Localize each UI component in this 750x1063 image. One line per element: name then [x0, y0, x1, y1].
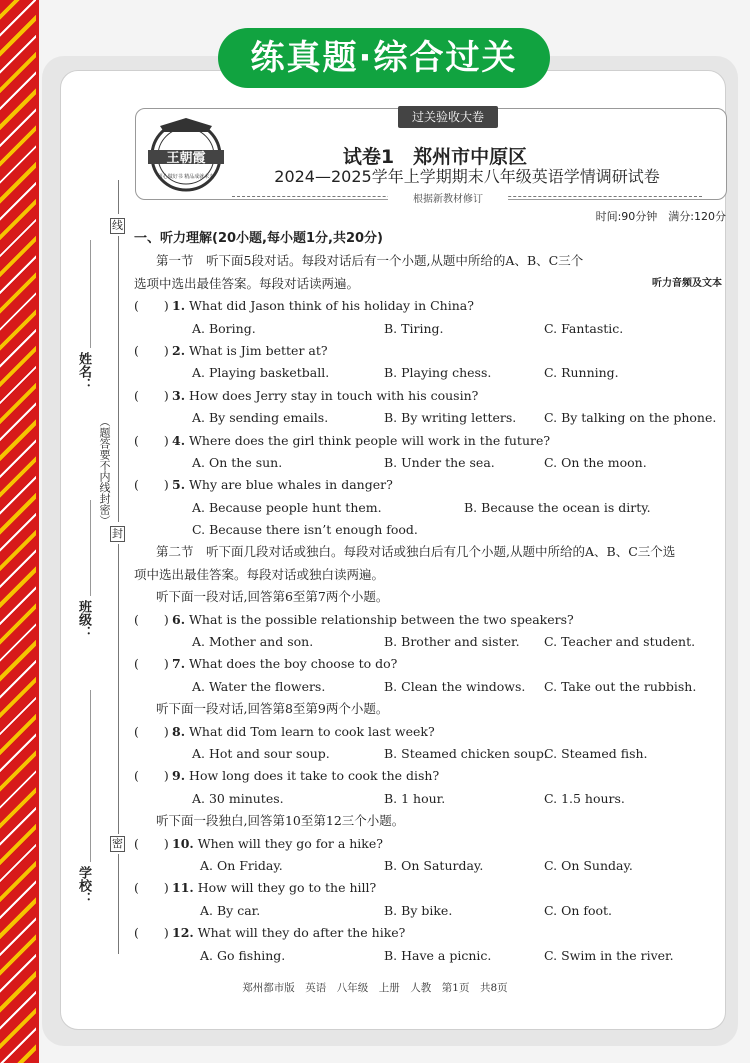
- option-b: B. On Saturday.: [384, 857, 484, 873]
- question-text: What is Jim better at?: [189, 342, 328, 358]
- answer-bracket[interactable]: ( ): [134, 298, 169, 314]
- question-row: [134, 340, 734, 362]
- question-text: What is the possible relationship between the two speakers?: [189, 611, 574, 627]
- question-area: [134, 228, 734, 967]
- question-text: How will they go to the hill?: [197, 880, 377, 896]
- question-row: [134, 765, 734, 787]
- option-c: C. On the moon.: [544, 454, 647, 470]
- exam-title: 试卷1 郑州市中原区: [342, 146, 528, 168]
- margin-line: [118, 544, 119, 834]
- answer-bracket[interactable]: ( ): [134, 880, 169, 896]
- question-number: 8.: [172, 723, 186, 739]
- question-number: 12.: [172, 925, 194, 941]
- answer-bracket[interactable]: ( ): [134, 387, 169, 403]
- question-number: 3.: [172, 387, 186, 403]
- part2-intro: 第二节 听下面几段对话或独白。每段对话或独白后有几个小题,从题中所给的A、B、C三个选: [156, 544, 676, 560]
- school-underline[interactable]: [90, 690, 91, 862]
- answer-bracket[interactable]: ( ): [134, 656, 169, 672]
- options-row: [134, 743, 734, 765]
- name-underline[interactable]: [90, 240, 91, 348]
- class-label: 班级：: [76, 600, 91, 639]
- question-row: [134, 653, 734, 675]
- decorative-red-line: [36, 0, 39, 1063]
- option-a: A. Because people hunt them.: [192, 499, 382, 515]
- question-number: 7.: [172, 656, 186, 672]
- option-a: A. By car.: [200, 902, 261, 918]
- exam-tag: 过关验收大卷: [398, 106, 498, 128]
- question-row: [134, 474, 734, 496]
- class-underline[interactable]: [90, 500, 91, 596]
- seal-line-note: （题答要不内线封密）: [98, 416, 111, 526]
- option-a: A. Water the flowers.: [192, 678, 326, 694]
- audio-link[interactable]: 听力音频及文本: [652, 277, 722, 289]
- question-text: How long does it take to cook the dish?: [189, 768, 440, 784]
- option-a: A. 30 minutes.: [192, 790, 284, 806]
- question-row: [134, 295, 734, 317]
- question-number: 6.: [172, 611, 186, 627]
- options-row: [134, 855, 734, 877]
- options-row: [134, 519, 734, 541]
- option-b: B. Steamed chicken soup.: [384, 745, 548, 761]
- question-number: 4.: [172, 432, 186, 448]
- question-number: 11.: [172, 880, 194, 896]
- option-b: B. Tiring.: [384, 320, 444, 336]
- options-row: [134, 452, 734, 474]
- option-b: B. By writing letters.: [384, 410, 517, 426]
- answer-bracket[interactable]: ( ): [134, 432, 169, 448]
- option-b: B. Playing chess.: [384, 365, 492, 381]
- option-b: B. Under the sea.: [384, 454, 495, 470]
- question-row: [134, 721, 734, 743]
- revision-note: 根据新教材修订: [388, 190, 508, 205]
- options-row: [134, 497, 734, 519]
- time-score-info: 时间:90分钟 满分:120分: [595, 210, 726, 223]
- option-a: A. By sending emails.: [192, 410, 329, 426]
- publisher-logo: [140, 112, 232, 194]
- answer-bracket[interactable]: ( ): [134, 835, 169, 851]
- banner-title: 练真题·综合过关: [218, 28, 550, 88]
- question-text: Why are blue whales in danger?: [189, 477, 393, 493]
- decorative-stripe: [0, 0, 36, 1063]
- option-a: A. On the sun.: [192, 454, 283, 470]
- answer-bracket[interactable]: ( ): [134, 611, 169, 627]
- options-row: [134, 788, 734, 810]
- school-label: 学校：: [76, 866, 91, 905]
- answer-bracket[interactable]: ( ): [134, 342, 169, 358]
- option-a: A. Boring.: [192, 320, 256, 336]
- option-a: A. Hot and sour soup.: [192, 745, 330, 761]
- margin-line: [118, 236, 119, 522]
- options-row: [134, 676, 734, 698]
- margin-line: [118, 180, 119, 214]
- option-c: C. On foot.: [544, 902, 613, 918]
- question-number: 5.: [172, 477, 186, 493]
- option-a: A. Mother and son.: [192, 634, 314, 650]
- part2-intro-cont: 项中选出最佳答案。每段对话或独白读两遍。: [134, 566, 385, 582]
- option-b: B. Have a picnic.: [384, 947, 492, 963]
- lead-10-12: 听下面一段独白,回答第10至第12三个小题。: [156, 813, 405, 829]
- option-a: A. On Friday.: [200, 857, 283, 873]
- option-c: C. By talking on the phone.: [544, 410, 717, 426]
- options-row: [134, 945, 734, 967]
- part1-intro: 第一节 听下面5段对话。每段对话后有一个小题,从题中所给的A、B、C三个: [156, 253, 584, 269]
- options-row: [134, 631, 734, 653]
- option-c: C. Because there isn’t enough food.: [192, 522, 418, 538]
- question-number: 1.: [172, 298, 186, 314]
- question-row: [134, 922, 734, 944]
- section-heading: 一、听力理解(20小题,每小题1分,共20分): [134, 231, 383, 246]
- option-c: C. Take out the rubbish.: [544, 678, 697, 694]
- question-number: 10.: [172, 835, 194, 851]
- question-text: What did Tom learn to cook last week?: [189, 723, 435, 739]
- answer-bracket[interactable]: ( ): [134, 477, 169, 493]
- option-b: B. By bike.: [384, 902, 453, 918]
- options-row: [134, 407, 734, 429]
- option-c: C. Fantastic.: [544, 320, 624, 336]
- options-row: [134, 318, 734, 340]
- line-marker-bot: 密: [112, 837, 123, 850]
- part1-intro-cont: [134, 273, 734, 295]
- answer-bracket[interactable]: ( ): [134, 723, 169, 739]
- margin-line: [118, 854, 119, 954]
- question-row: [134, 430, 734, 452]
- question-row: [134, 385, 734, 407]
- question-row: [134, 833, 734, 855]
- lead-6-7: 听下面一段对话,回答第6至第7两个小题。: [156, 589, 389, 605]
- question-text: Where does the girl think people will work in the future?: [189, 432, 551, 448]
- option-b: B. Clean the windows.: [384, 678, 526, 694]
- exam-subtitle: 2024—2025学年上学期期末八年级英语学情调研试卷: [274, 167, 660, 186]
- logo-text: 王朝霞: [166, 151, 206, 166]
- question-text: What did Jason think of his holiday in China?: [189, 298, 474, 314]
- answer-bracket[interactable]: ( ): [134, 925, 169, 941]
- part1-intro-text: 选项中选出最佳答案。每段对话读两遍。: [134, 275, 360, 291]
- option-b: B. Because the ocean is dirty.: [464, 499, 651, 515]
- answer-bracket[interactable]: ( ): [134, 768, 169, 784]
- options-row: [134, 900, 734, 922]
- page-footer: 郑州都市版 英语 八年级 上册 人教 第1页 共8页: [242, 982, 508, 994]
- line-marker-top: 线: [112, 219, 123, 232]
- question-number: 9.: [172, 768, 186, 784]
- lead-8-9: 听下面一段对话,回答第8至第9两个小题。: [156, 701, 389, 717]
- question-number: 2.: [172, 342, 186, 358]
- option-c: C. Steamed fish.: [544, 745, 648, 761]
- option-b: B. 1 hour.: [384, 790, 446, 806]
- question-row: [134, 609, 734, 631]
- question-text: What does the boy choose to do?: [189, 656, 398, 672]
- option-c: C. 1.5 hours.: [544, 790, 625, 806]
- option-a: A. Playing basketball.: [192, 365, 330, 381]
- question-text: When will they go for a hike?: [197, 835, 383, 851]
- line-marker-mid: 封: [112, 527, 123, 540]
- option-b: B. Brother and sister.: [384, 634, 520, 650]
- option-c: C. Teacher and student.: [544, 634, 696, 650]
- option-a: A. Go fishing.: [200, 947, 286, 963]
- option-c: C. Running.: [544, 365, 619, 381]
- name-label: 姓名：: [76, 352, 91, 391]
- logo-subtext: 用心做好书 精品成就未来: [157, 174, 215, 180]
- option-c: C. On Sunday.: [544, 857, 633, 873]
- option-c: C. Swim in the river.: [544, 947, 674, 963]
- question-text: What will they do after the hike?: [197, 925, 406, 941]
- options-row: [134, 362, 734, 384]
- question-text: How does Jerry stay in touch with his cousin?: [189, 387, 479, 403]
- question-row: [134, 877, 734, 899]
